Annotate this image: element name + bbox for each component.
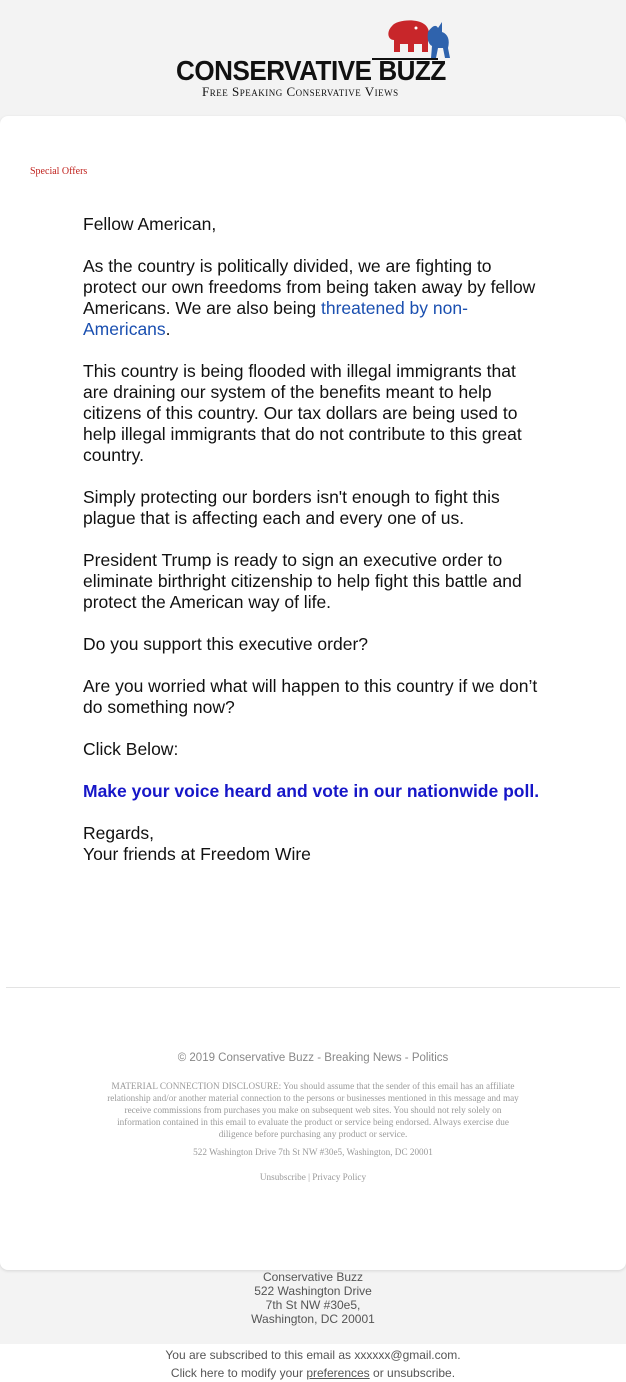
paragraph-borders: Simply protecting our borders isn't enough to fight this plague that is affecting each and every one of us. <box>83 487 500 528</box>
preferences-line <box>0 1364 626 1382</box>
postal-company: Conservative Buzz <box>262 1270 364 1284</box>
email-card <box>0 116 626 1270</box>
paragraph-click-below: Click Below: <box>83 739 179 759</box>
cta-paragraph <box>83 781 543 802</box>
paragraph-support-question: Do you support this executive order? <box>83 634 369 654</box>
logo-title: CONSERVATIVE BUZZ <box>176 55 446 86</box>
paragraph-worried-question: Are you worried what will happen to this country if we don’t do something now? <box>83 676 538 717</box>
postal-city: Washington, DC 20001 <box>251 1312 375 1326</box>
paragraph-flooded: This country is being flooded with illegal immigrants that are draining our system of the benefits meant to help citizens of this country. Our tax dollars are being used to help illegal immigrants that do not contribute to this great country. <box>83 361 522 465</box>
threatened-link[interactable]: threatened by non-Americans <box>83 298 468 339</box>
copyright: © 2019 Conservative Buzz - Breaking News - Politics <box>177 1052 449 1064</box>
preferences-suffix: or unsubscribe. <box>369 1366 456 1380</box>
divider <box>6 987 620 988</box>
subscribed-email-line: You are subscribed to this email as xxxxxx@gmail.com. <box>165 1348 461 1362</box>
material-disclosure: MATERIAL CONNECTION DISCLOSURE: You should assume that the sender of this email has an affiliate relationship and/or another material connection to the persons or businesses mentioned in this message and may receive commissions from purchases you make on subsequent web sites. You should not rely solely on information contained in this email to evaluate the product or service being endorsed. Always exercise due diligence before purchasing any product or service. <box>107 1081 519 1139</box>
paragraph-divided <box>83 256 543 340</box>
postal-street: 522 Washington Drive <box>254 1284 372 1298</box>
vote-poll-link[interactable]: Make your voice heard and vote in our nationwide poll. <box>83 781 540 801</box>
footer-links <box>0 1172 626 1182</box>
privacy-policy-link[interactable]: Privacy Policy <box>312 1172 367 1182</box>
postal-suite: 7th St NW #30e5, <box>265 1298 361 1312</box>
sign-off: Regards, <box>83 823 155 843</box>
conservative-buzz-logo[interactable] <box>176 18 452 98</box>
greeting: Fellow American, <box>83 214 217 234</box>
paragraph-executive-order: President Trump is ready to sign an executive order to eliminate birthright citizenship to help fight this battle and protect the American way of life. <box>83 550 522 612</box>
footer-address: 522 Washington Drive 7th St NW #30e5, Washington, DC 20001 <box>193 1147 433 1157</box>
paragraph-period: . <box>165 319 171 339</box>
signature: Your friends at Freedom Wire <box>83 844 311 864</box>
paragraph-text: As the country is politically divided, we are fighting to protect our own freedoms from being taken away by fellow Americans. We are also being <box>83 256 536 318</box>
preferences-prefix: Click here to modify your <box>170 1366 307 1380</box>
email-body <box>83 214 543 865</box>
email-header <box>0 0 626 116</box>
postal-address <box>0 1270 626 1326</box>
subscription-notice <box>0 1346 626 1382</box>
special-offers-link[interactable]: Special Offers <box>30 166 88 177</box>
link-separator: | <box>308 1172 310 1182</box>
preferences-link[interactable]: preferences <box>306 1366 370 1380</box>
logo-tagline: Free Speaking Conservative Views <box>202 84 399 99</box>
unsubscribe-link[interactable]: Unsubscribe <box>259 1172 306 1182</box>
